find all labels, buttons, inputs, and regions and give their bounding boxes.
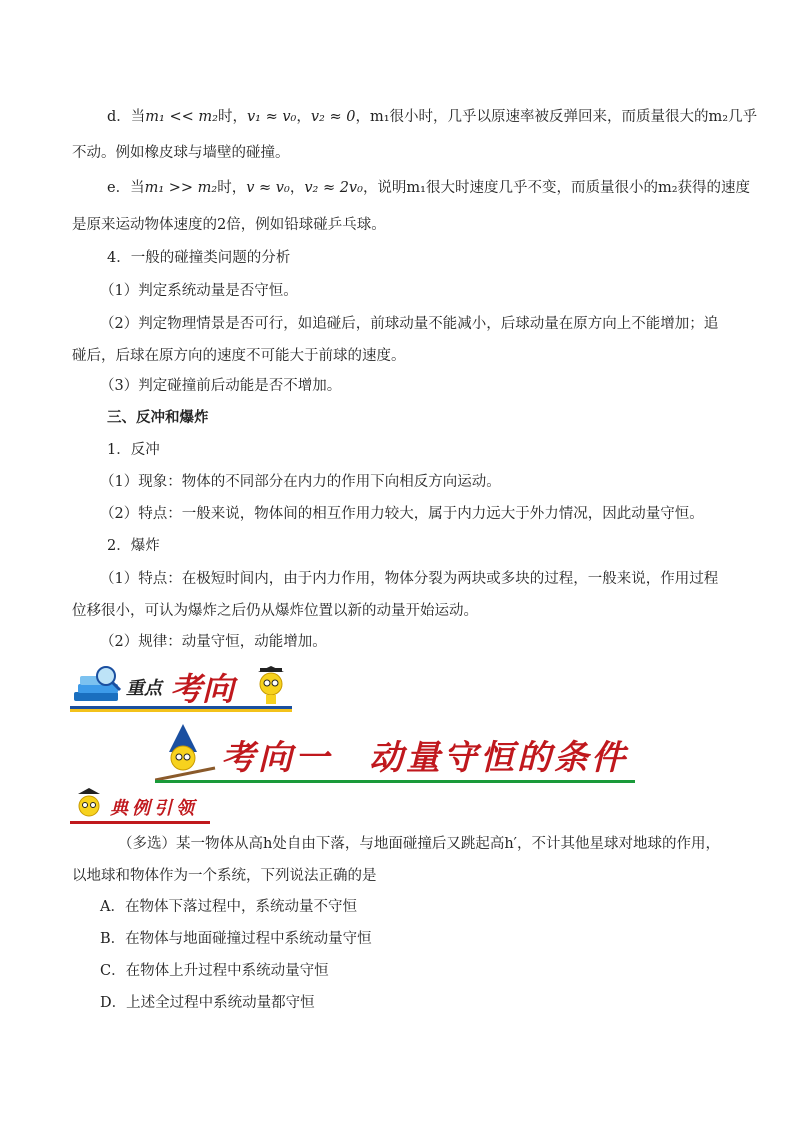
- item-d-condition: m₁ << m₂: [145, 109, 218, 125]
- item-e-v1: v ≈ v₀: [246, 180, 290, 196]
- item-e-mid: 时，: [217, 180, 247, 196]
- item-d-mid: 时，: [217, 109, 247, 125]
- key-direction-banner: [70, 662, 292, 716]
- option-b: B．在物体与地面碰撞过程中系统动量守恒: [100, 931, 372, 947]
- section-4-title: 4．一般的碰撞类问题的分析: [107, 250, 291, 266]
- explosion-point-1: （1）特点：在极短时间内，由于内力作用，物体分裂为两块或多块的过程，一般来说，作用过程位移很小，可认为爆炸之后仍从爆炸位置以新的动量开始运动。: [72, 571, 719, 619]
- recoil-point-1: （1）现象：物体的不同部分在内力的作用下向相反方向运动。: [100, 474, 501, 490]
- example-guide-title: 典例引领: [110, 798, 198, 819]
- item-e-line1: [107, 178, 750, 198]
- item-e-line2: 是原来运动物体速度的2倍，例如铅球碰乒乓球。: [72, 217, 386, 233]
- section-4-point-1: （1）判定系统动量是否守恒。: [100, 283, 298, 299]
- topic-one-banner: [155, 722, 635, 784]
- key-direction-small-label: 重点: [126, 678, 162, 699]
- question-stem: （多选）某一物体从高h处自由下落，与地面碰撞后又跳起高h′，不计其他星球对地球的作用，以地球和物体作为一个系统，下列说法正确的是: [72, 836, 720, 884]
- item-e-condition: m₁ >> m₂: [144, 180, 218, 196]
- item-d-prefix: d．当: [107, 109, 146, 125]
- item-e-rest: ，说明m₁很大时速度几乎不变，而质量很小的m₂获得的速度: [362, 180, 751, 196]
- explosion-title: 2．爆炸: [107, 538, 160, 554]
- item-e-sep: ，: [289, 180, 305, 196]
- item-d-sep: ，: [296, 109, 311, 125]
- item-d-line2: 不动。例如橡皮球与墙壁的碰撞。: [72, 145, 290, 161]
- item-d-v2: v₂ ≈ 0: [310, 109, 356, 125]
- item-d-rest: ，m₁很小时，几乎以原速率被反弹回来，而质量很大的m₂几乎: [355, 109, 758, 125]
- item-e-v2: v₂ ≈ 2v₀: [304, 180, 363, 196]
- student-mascot-icon: [254, 666, 288, 706]
- option-d: D．上述全过程中系统动量都守恒: [100, 995, 315, 1011]
- explosion-point-2: （2）规律：动量守恒，动能增加。: [100, 634, 327, 650]
- section-4-point-2: （2）判定物理情景是否可行，如追碰后，前球动量不能减小，后球动量在原方向上不能增加；追碰后，后球在原方向的速度不可能大于前球的速度。: [72, 316, 719, 364]
- item-d-v1: v₁ ≈ v₀: [246, 109, 297, 125]
- section-3-title: 三、反冲和爆炸: [107, 409, 209, 426]
- example-guide-banner: [70, 786, 210, 826]
- option-c: C．在物体上升过程中系统动量守恒: [100, 963, 329, 979]
- item-e-prefix: e．当: [107, 180, 145, 196]
- option-a: A．在物体下落过程中，系统动量不守恒: [100, 899, 357, 915]
- recoil-title: 1．反冲: [107, 442, 160, 458]
- item-d-line1: [107, 107, 757, 127]
- section-4-point-3: （3）判定碰撞前后动能是否不增加。: [100, 378, 342, 394]
- recoil-point-2: （2）特点：一般来说，物体间的相互作用力较大，属于内力远大于外力情况，因此动量守恒。: [100, 506, 704, 522]
- topic-one-title: 考向一 动量守恒的条件: [221, 738, 628, 778]
- key-direction-big-label: 考向: [170, 670, 235, 708]
